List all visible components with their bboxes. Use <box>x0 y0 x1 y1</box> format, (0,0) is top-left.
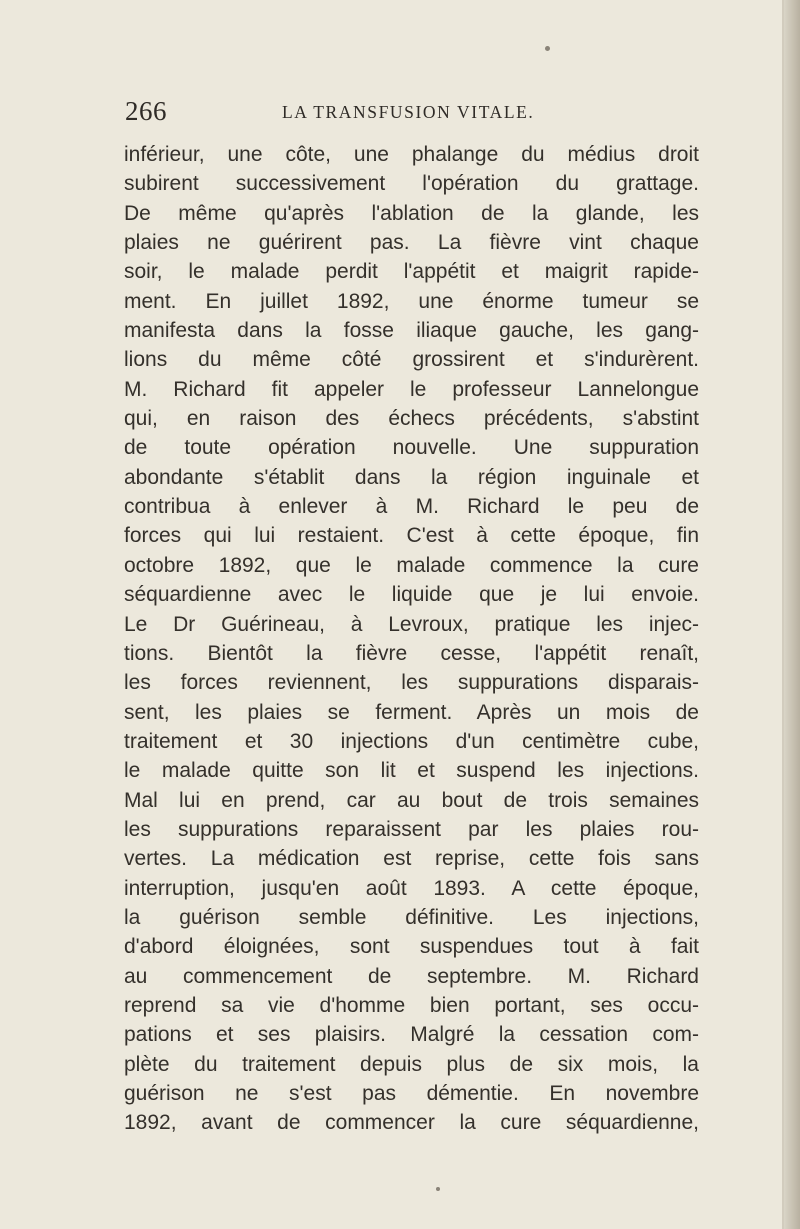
text-line: forces qui lui restaient. C'est à cette époque, fin <box>124 524 699 548</box>
text-line: au commencement de septembre. M. Richard <box>124 964 699 988</box>
text-line: guérison ne s'est pas démentie. En novembre <box>124 1082 699 1105</box>
text-line: subirent successivement l'opération du grattage. <box>124 172 699 196</box>
text-line: d'abord éloignées, sont suspendues tout à fait <box>124 935 699 959</box>
text-line: les forces reviennent, les suppurations disparais- <box>124 671 699 695</box>
text-line: plète du traitement depuis plus de six mois, la <box>124 1052 699 1076</box>
text-line: la guérison semble définitive. Les injections, <box>124 905 699 929</box>
body-text <box>124 140 699 1138</box>
page-number: 266 <box>125 96 167 126</box>
text-line: plaies ne guérirent pas. La fièvre vint chaque <box>124 231 699 255</box>
text-line: M. Richard fit appeler le professeur Lannelongue <box>124 377 699 401</box>
text-line: soir, le malade perdit l'appétit et maigrit rapide- <box>124 260 699 284</box>
text-line: De même qu'après l'ablation de la glande, les <box>124 201 699 225</box>
text-line: pations et ses plaisirs. Malgré la cessation com- <box>124 1023 699 1047</box>
text-line: le malade quitte son lit et suspend les injections. <box>124 759 699 783</box>
running-title: LA TRANSFUSION VITALE. <box>282 102 535 122</box>
text-line: reprend sa vie d'homme bien portant, ses occu- <box>124 993 699 1017</box>
text-line: traitement et 30 injections d'un centimètre cube, <box>124 729 699 753</box>
text-line: lions du même côté grossirent et s'indurèrent. <box>124 348 699 372</box>
text-line: manifesta dans la fosse iliaque gauche, les gang- <box>124 319 699 343</box>
text-line: séquardienne avec le liquide que je lui envoie. <box>124 583 699 607</box>
text-line: Le Dr Guérineau, à Levroux, pratique les injec- <box>124 612 699 636</box>
text-line: inférieur, une côte, une phalange du médius droit <box>124 143 699 166</box>
text-line: sent, les plaies se ferment. Après un mois de <box>124 700 699 724</box>
text-line: 1892, avant de commencer la cure séquardienne, <box>124 1111 699 1135</box>
text-line: octobre 1892, que le malade commence la cure <box>124 553 699 577</box>
text-line: Mal lui en prend, car au bout de trois semaines <box>124 788 699 812</box>
text-line: abondante s'établit dans la région inguinale et <box>124 465 699 489</box>
text-line: interruption, jusqu'en août 1893. A cette époque, <box>124 876 699 900</box>
ink-speck <box>436 1187 440 1191</box>
text-line: ment. En juillet 1892, une énorme tumeur se <box>124 289 699 313</box>
text-line: contribua à enlever à M. Richard le peu de <box>124 495 699 519</box>
text-line: vertes. La médication est reprise, cette fois sans <box>124 847 699 871</box>
text-line: tions. Bientôt la fièvre cesse, l'appétit renaît, <box>124 641 699 665</box>
page-edge-shadow <box>782 0 800 1229</box>
text-line: qui, en raison des échecs précédents, s'abstint <box>124 407 699 431</box>
page-header <box>125 96 685 126</box>
ink-speck <box>545 46 550 51</box>
text-line: les suppurations reparaissent par les plaies rou- <box>124 817 699 841</box>
text-line: de toute opération nouvelle. Une suppuration <box>124 436 699 460</box>
